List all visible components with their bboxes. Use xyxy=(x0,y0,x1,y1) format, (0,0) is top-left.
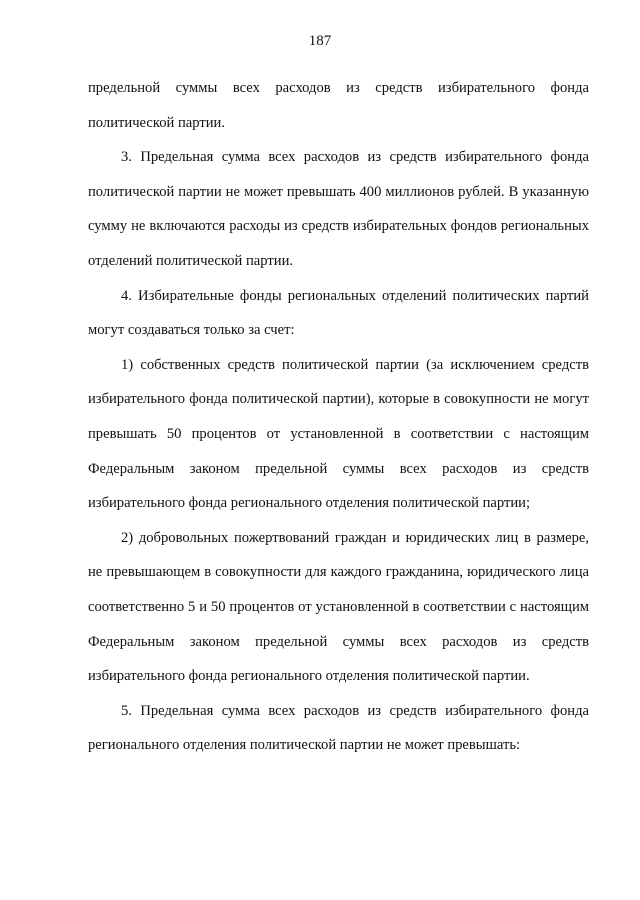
paragraph-subitem-1: 1) собственных средств политической партии (за исключением средств избирательного фонда политической партии), которые в совокупности не могут превышать 50 процентов от установленной в соответствии с настоящим Федеральным законом предельной суммы всех расходов из средств избирательного фонда регионального отделения политической партии; xyxy=(88,356,589,512)
paragraph-item-3: 3. Предельная сумма всех расходов из средств избирательного фонда политической партии не может превышать 400 миллионов рублей. В указанную сумму не включаются расходы из средств избирательных фондов региональных отделений политической партии. xyxy=(88,149,589,269)
paragraph-subitem-2: 2) добровольных пожертвований граждан и юридических лиц в размере, не превышающем в совокупности для каждого гражданина, юридического лица соответственно 5 и 50 процентов от установленной в соответствии с настоящим Федеральным законом предельной суммы всех расходов из средств избирательного фонда регионального отделения политической партии. xyxy=(88,529,589,685)
document-body xyxy=(88,71,589,763)
paragraph-item-5: 5. Предельная сумма всех расходов из средств избирательного фонда регионального отделения политической партии не может превышать: xyxy=(88,702,589,754)
paragraph-continuation: предельной суммы всех расходов из средств избирательного фонда политической партии. xyxy=(88,80,589,131)
page-number: 187 xyxy=(308,33,332,49)
paragraph-item-4: 4. Избирательные фонды региональных отделений политических партий могут создаваться только за счет: xyxy=(88,287,589,339)
